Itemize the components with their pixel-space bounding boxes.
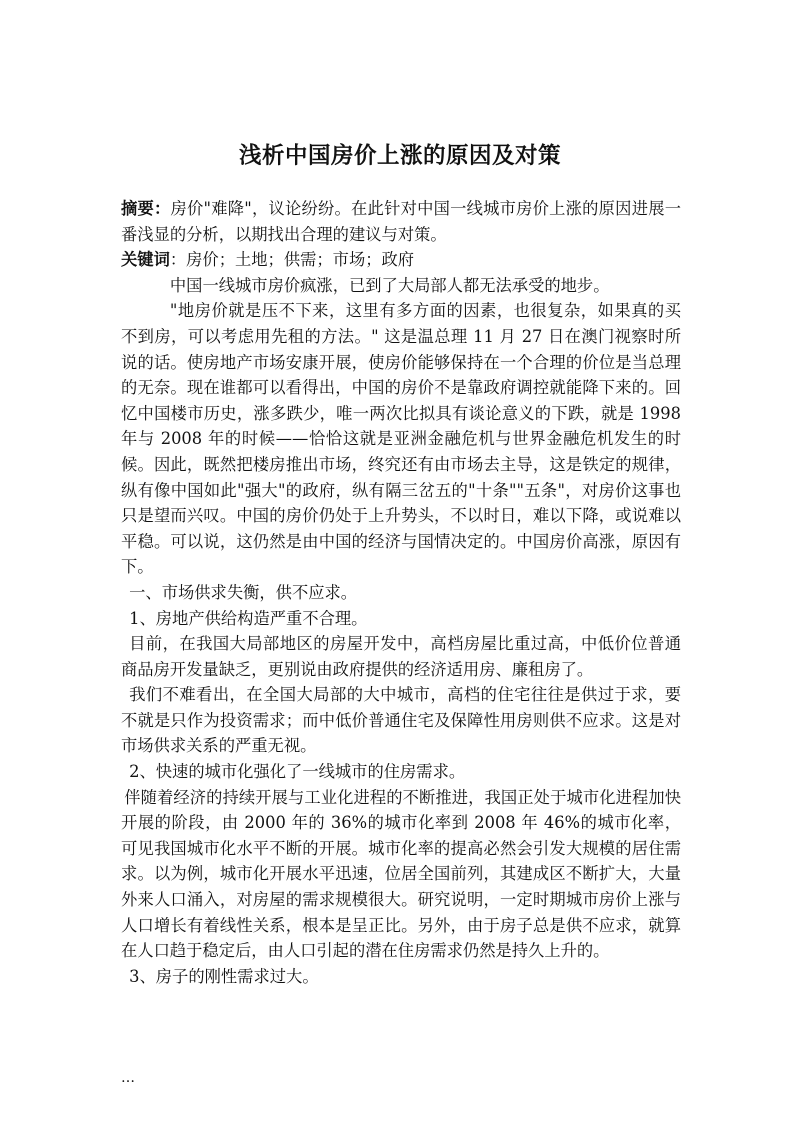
abstract-label: 摘要：	[121, 199, 171, 218]
page-ellipsis: …	[121, 1070, 135, 1086]
subsection-heading-1: 1、房地产供给构造严重不合理。	[129, 608, 368, 628]
section-heading-1: 一、市场供求失衡，供不应求。	[129, 582, 358, 602]
paragraph-intro: 中国一线城市房价疯涨，已到了大局部人都无法承受的地步。	[169, 275, 610, 295]
paragraph-demand: 我们不难看出，在全国大局部的大中城市，高档的住宅往往是供过于求，要不就是只作为投资需求；而中低价普通住宅及保障性用房则供不应求。这是对市场供求关系的严重无视。	[121, 685, 681, 756]
paragraph-quote: "地房价就是压不下来，这里有多方面的因素，也很复杂，如果真的买不到房，可以考虑用先租的方法。" 这是温总理 11 月 27 日在澳门视察时所说的话。使房地产市场安康开展，使房价能够保持在一个合理的价位是当总理的无奈。现在谁都可以看得出，中国的房价不是靠政府调控就能降下来的。回忆中国楼市历史，涨多跌少，唯一两次比拟具有谈论意义的下跌，就是 1998 年与 2008 年的时候——恰恰这就是亚洲金融危机与世界金融危机发生的时候。因此，既然把楼房推出市场，终究还有由市场去主导，这是铁定的规律，纵有像中国如此"强大"的政府，纵有隔三岔五的"十条""五条"，对房价这事也只是望而兴叹。中国的房价仍处于上升势头，不以时日，难以下降，或说难以平稳。可以说，这仍然是由中国的经济与国情决定的。中国房价高涨，原因有下。	[121, 301, 681, 577]
keywords-label: 关键词	[121, 250, 170, 270]
abstract-text: 房价"难降"，议论纷纷。在此针对中国一线城市房价上涨的原因进展一番浅显的分析，以期找出合理的建议与对策。	[121, 199, 681, 244]
subsection-heading-2: 2、快速的城市化强化了一线城市的住房需求。	[129, 762, 466, 782]
document-body	[121, 196, 681, 989]
keywords-text: ：房价；土地；供需；市场；政府	[169, 250, 415, 270]
paragraph-urbanization: 伴随着经济的持续开展与工业化进程的不断推进，我国正处于城市化进程加快开展的阶段，由 2000 年的 36%的城市化率到 2008 年 46%的城市化率，可见我国城市化水平不断的开展。城市化率的提高必然会引发大规模的居住需求。以为例，城市化开展水平迅速，位居全国前列，其建成区不断扩大，大量外来人口涌入，对房屋的需求规模很大。研究说明，一定时期城市房价上涨与人口增长有着线性关系，根本是呈正比。另外，由于房子总是供不应求，就算在人口趋于稳定后，由人口引起的潜在住房需求仍然是持久上升的。	[121, 787, 681, 961]
keywords	[121, 247, 681, 273]
abstract	[121, 196, 681, 247]
document-title: 浅析中国房价上涨的原因及对策	[238, 143, 561, 169]
subsection-heading-3: 3、房子的刚性需求过大。	[129, 966, 319, 986]
paragraph-supply: 目前，在我国大局部地区的房屋开发中，高档房屋比重过高，中低价位普通商品房开发量缺乏，更别说由政府提供的经济适用房、廉租房了。	[121, 634, 681, 679]
